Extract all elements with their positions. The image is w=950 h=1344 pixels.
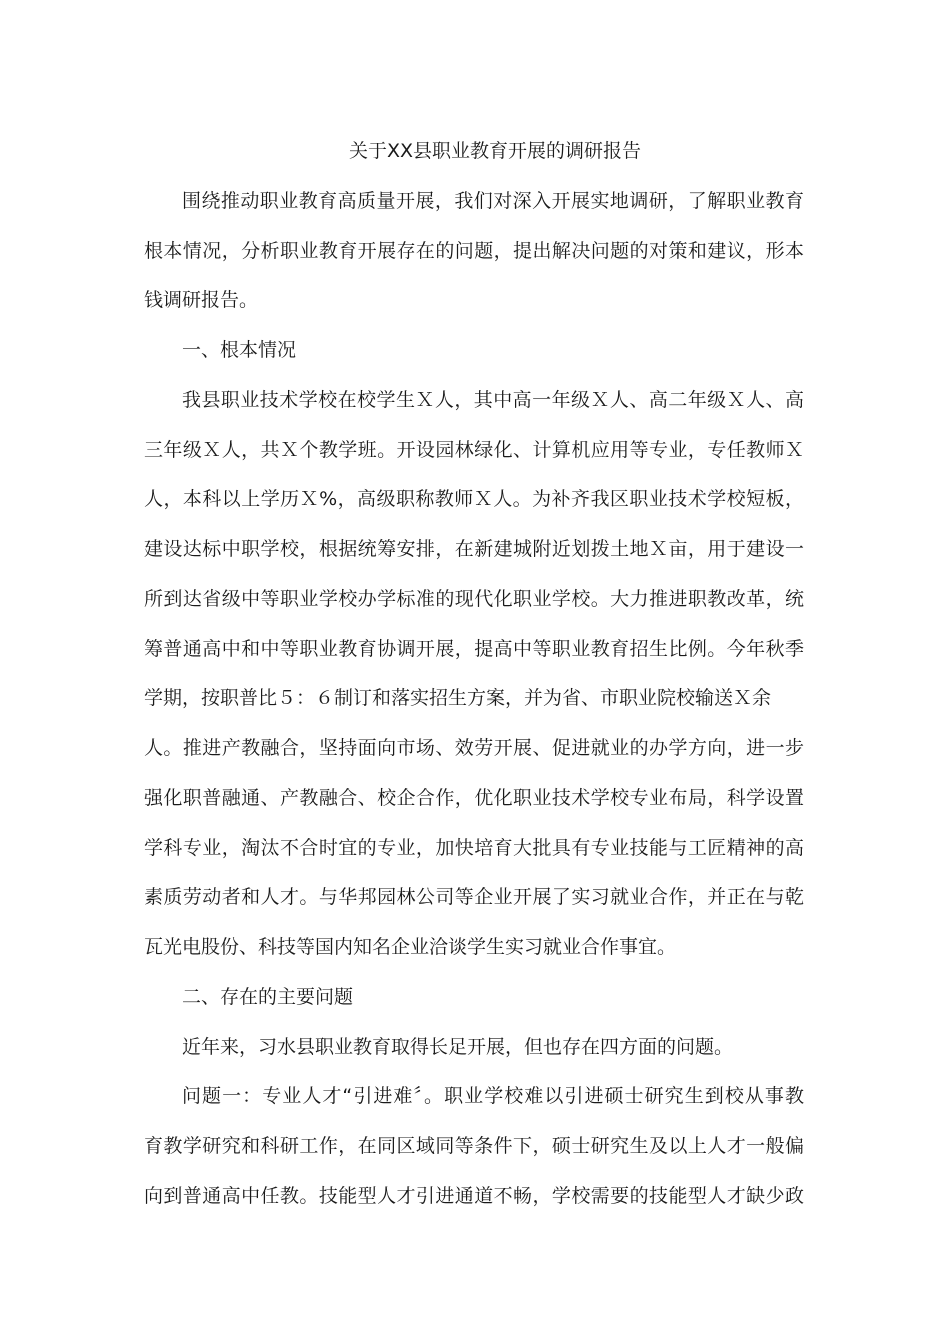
paragraph-line: 建设达标中职学校，根据统筹安排，在新建城附近划拨土地Ｘ亩，用于建设一: [144, 538, 804, 560]
paragraph-line: 钱调研报告。: [144, 289, 259, 311]
paragraph-line: 问题一：专业人才“引进难〞。职业学校难以引进硕士研究生到校从事教: [182, 1085, 804, 1107]
paragraph-line: 强化职普融通、产教融合、校企合作，优化职业技术学校专业布局，科学设置: [144, 787, 804, 809]
paragraph-line: 筹普通高中和中等职业教育协调开展，提高中等职业教育招生比例。今年秋季: [144, 638, 804, 660]
paragraph-line: 所到达省级中等职业学校办学标准的现代化职业学校。大力推进职教改革，统: [144, 588, 804, 610]
paragraph-line: 学期，按职普比５：６制订和落实招生方案，并为省、市职业院校输送Ｘ余: [144, 687, 772, 709]
paragraph-line: 育教学研究和科研工作，在同区域同等条件下，硕士研究生及以上人才一般偏: [144, 1135, 804, 1157]
paragraph-line: 我县职业技术学校在校学生Ｘ人，其中高一年级Ｘ人、高二年级Ｘ人、高: [182, 389, 804, 411]
section-heading: 一、根本情况: [182, 339, 297, 361]
paragraph-line: 向到普通高中任教。技能型人才引进通道不畅，学校需要的技能型人才缺少政: [144, 1185, 804, 1207]
document-title: 关于XX县职业教育开展的调研报告: [348, 140, 642, 162]
paragraph-line: 人。推进产教融合，坚持面向市场、效劳开展、促进就业的办学方向，进一步: [144, 737, 804, 759]
paragraph-line: 人，本科以上学历Ｘ%，高级职称教师Ｘ人。为补齐我区职业技术学校短板，: [144, 488, 804, 510]
paragraph-line: 瓦光电股份、科技等国内知名企业洽谈学生实习就业合作事宜。: [144, 936, 677, 958]
paragraph-line: 根本情况，分析职业教育开展存在的问题，提出解决问题的对策和建议，形本: [144, 240, 804, 262]
paragraph-line: 三年级Ｘ人，共Ｘ个教学班。开设园林绿化、计算机应用等专业，专任教师Ｘ: [144, 439, 804, 461]
paragraph-line: 学科专业，淘汰不合时宜的专业，加快培育大批具有专业技能与工匠精神的高: [144, 837, 804, 859]
paragraph-line: 围绕推动职业教育高质量开展，我们对深入开展实地调研，了解职业教育: [182, 190, 804, 212]
paragraph-line: 近年来，习水县职业教育取得长足开展，但也存在四方面的问题。: [182, 1036, 734, 1058]
section-heading: 二、存在的主要问题: [182, 986, 354, 1008]
paragraph-line: 素质劳动者和人才。与华邦园林公司等企业开展了实习就业合作，并正在与乾: [144, 886, 804, 908]
